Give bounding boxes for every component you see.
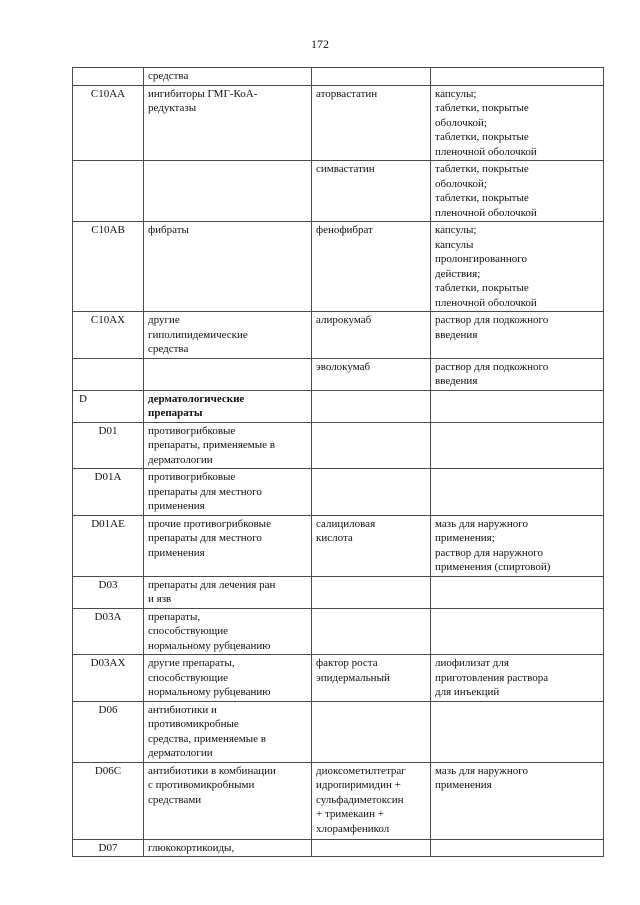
code-cell: D01AE [73, 515, 144, 576]
form-cell: лиофилизат для приготовления раствора для инъекций [431, 655, 604, 702]
code-cell: D03AX [73, 655, 144, 702]
table-row [73, 312, 604, 359]
code-cell: D06C [73, 762, 144, 839]
table-row [73, 161, 604, 222]
code-cell: D07 [73, 839, 144, 857]
code-cell: C10AB [73, 222, 144, 312]
table-row [73, 469, 604, 516]
code-cell [73, 358, 144, 390]
group-cell: ингибиторы ГМГ-КоА- редуктазы [144, 85, 312, 161]
drug-cell [312, 576, 431, 608]
code-cell [73, 68, 144, 86]
group-cell: антибиотики и противомикробные средства, применяемые в дерматологии [144, 701, 312, 762]
group-cell: фибраты [144, 222, 312, 312]
group-cell [144, 161, 312, 222]
form-cell: капсулы; таблетки, покрытые оболочкой; таблетки, покрытые пленочной оболочкой [431, 85, 604, 161]
form-cell: раствор для подкожного введения [431, 312, 604, 359]
code-cell: D01 [73, 422, 144, 469]
group-cell: другие препараты, способствующие нормальному рубцеванию [144, 655, 312, 702]
table-row [73, 839, 604, 857]
code-cell: C10AX [73, 312, 144, 359]
table-row [73, 222, 604, 312]
form-cell: мазь для наружного применения; раствор для наружного применения (спиртовой) [431, 515, 604, 576]
table-row [73, 68, 604, 86]
form-cell [431, 839, 604, 857]
drug-cell [312, 469, 431, 516]
form-cell [431, 390, 604, 422]
medicine-table [72, 67, 604, 857]
form-cell [431, 576, 604, 608]
group-cell: противогрибковые препараты, применяемые в дерматологии [144, 422, 312, 469]
page-number: 172 [311, 37, 329, 51]
drug-cell: диоксометилтетраг идропиримидин + сульфадиметоксин + тримекаин + хлорамфеникол [312, 762, 431, 839]
code-cell [73, 161, 144, 222]
table-row [73, 422, 604, 469]
group-cell: прочие противогрибковые препараты для местного применения [144, 515, 312, 576]
drug-cell: алирокумаб [312, 312, 431, 359]
group-cell [144, 358, 312, 390]
drug-cell: фенофибрат [312, 222, 431, 312]
table-row [73, 608, 604, 655]
table-row [73, 655, 604, 702]
table-row [73, 762, 604, 839]
table-row [73, 515, 604, 576]
drug-cell: фактор роста эпидермальный [312, 655, 431, 702]
group-cell: другие гиполипидемические средства [144, 312, 312, 359]
code-cell: D03 [73, 576, 144, 608]
drug-cell [312, 839, 431, 857]
form-cell [431, 701, 604, 762]
form-cell: мазь для наружного применения [431, 762, 604, 839]
code-cell: D06 [73, 701, 144, 762]
form-cell [431, 68, 604, 86]
form-cell: таблетки, покрытые оболочкой; таблетки, покрытые пленочной оболочкой [431, 161, 604, 222]
code-cell: C10AA [73, 85, 144, 161]
table-row [73, 85, 604, 161]
form-cell [431, 422, 604, 469]
group-cell: препараты, способствующие нормальному рубцеванию [144, 608, 312, 655]
table-row [73, 701, 604, 762]
drug-cell [312, 422, 431, 469]
drug-cell: салициловая кислота [312, 515, 431, 576]
form-cell [431, 469, 604, 516]
drug-cell [312, 701, 431, 762]
group-cell: антибиотики в комбинации с противомикробными средствами [144, 762, 312, 839]
group-cell: средства [144, 68, 312, 86]
drug-cell: аторвастатин [312, 85, 431, 161]
group-cell: глюкокортикоиды, [144, 839, 312, 857]
table-row [73, 576, 604, 608]
code-cell: D [73, 390, 144, 422]
drug-cell [312, 608, 431, 655]
group-cell: противогрибковые препараты для местного применения [144, 469, 312, 516]
group-cell: дерматологические препараты [144, 390, 312, 422]
code-cell: D01A [73, 469, 144, 516]
drug-cell [312, 68, 431, 86]
drug-cell: эволокумаб [312, 358, 431, 390]
drug-cell: симвастатин [312, 161, 431, 222]
code-cell: D03A [73, 608, 144, 655]
form-cell: раствор для подкожного введения [431, 358, 604, 390]
drug-cell [312, 390, 431, 422]
group-cell: препараты для лечения ран и язв [144, 576, 312, 608]
table-row [73, 390, 604, 422]
form-cell [431, 608, 604, 655]
table-row [73, 358, 604, 390]
form-cell: капсулы; капсулы пролонгированного действия; таблетки, покрытые пленочной оболочкой [431, 222, 604, 312]
